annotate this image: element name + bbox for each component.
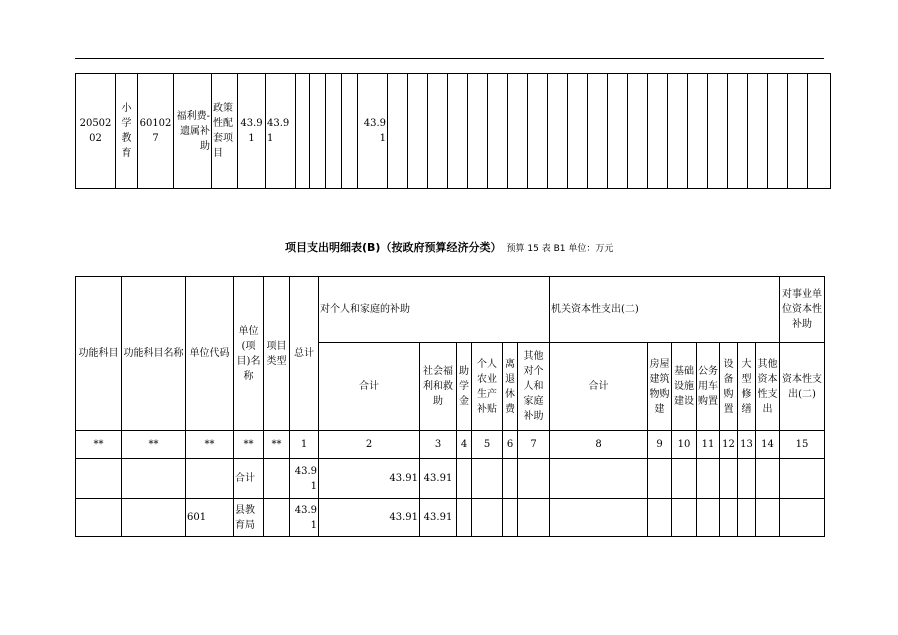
row-empty-cell [648,459,672,499]
index-cell: 3 [420,431,457,459]
row-subtotal-cell: 43.91 [319,499,420,537]
index-cell: 15 [780,431,825,459]
top-value-cell: 43.91 [358,74,388,189]
header-capital-subtotal: 合计 [550,343,648,431]
top-empty-cell [508,74,528,189]
row-empty-cell [550,499,648,537]
row-unit-code-cell [186,459,234,499]
header-unit-item-name: 单位(项目)名称 [234,277,264,431]
header-item-type: 项目类型 [264,277,290,431]
top-name-cell: 小学教育 [116,74,138,189]
header-enterprise-group: 对事业单位资本性补助 [780,277,825,343]
header-rule [75,58,824,59]
row-code-cell [76,499,122,537]
top-empty-cell [748,74,768,189]
header-repair: 大型修缮 [738,343,756,431]
top-empty-cell [588,74,608,189]
row-empty-cell [780,499,825,537]
index-cell: 2 [319,431,420,459]
page-title [285,236,613,255]
row-empty-cell [472,459,503,499]
top-empty-cell [568,74,588,189]
header-capital-group: 机关资本性支出(二) [550,277,780,343]
top-value-cell: 43.91 [266,74,296,189]
index-cell: 11 [697,431,720,459]
index-cell: 5 [472,431,503,459]
row-empty-cell [738,499,756,537]
top-empty-cell [310,74,326,189]
row-empty-cell [648,499,672,537]
row-unit-name-cell: 县教育局 [234,499,264,537]
row-empty-cell [457,459,472,499]
index-cell: ** [186,431,234,459]
top-type-cell: 政策性配套项目 [212,74,238,189]
header-func-subject: 功能科目 [76,277,122,431]
header-unit-code: 单位代码 [186,277,234,431]
index-row [76,431,825,459]
row-total-cell: 43.91 [290,499,319,537]
index-cell: ** [234,431,264,459]
header-infrastructure: 基础设施建设 [672,343,697,431]
top-empty-cell [326,74,342,189]
top-empty-cell [688,74,708,189]
row-code-cell [76,459,122,499]
row-type-cell [264,459,290,499]
row-name-cell [122,499,186,537]
top-continuation-table [75,73,831,189]
row-empty-cell [756,499,780,537]
row-empty-cell [550,459,648,499]
row-empty-cell [780,459,825,499]
index-cell: 12 [720,431,738,459]
index-cell: 6 [503,431,518,459]
row-empty-cell [672,499,697,537]
top-empty-cell [388,74,408,189]
top-empty-cell [342,74,358,189]
index-cell: 8 [550,431,648,459]
top-empty-cell [528,74,548,189]
row-unit-code-cell: 601 [186,499,234,537]
row-empty-cell [720,459,738,499]
row-unit-name-cell: 合计 [234,459,264,499]
index-cell: 7 [518,431,550,459]
top-empty-cell [768,74,788,189]
row-type-cell [264,499,290,537]
header-other-personal: 其他对个人和家庭补助 [518,343,550,431]
top-value-cell: 43.91 [238,74,266,189]
top-empty-cell [408,74,428,189]
top-empty-cell [788,74,808,189]
top-empty-cell [648,74,668,189]
index-cell: ** [76,431,122,459]
top-data-row [76,74,831,189]
row-welfare-cell: 43.91 [420,499,457,537]
row-empty-cell [518,459,550,499]
index-cell: 14 [756,431,780,459]
header-total: 总计 [290,277,319,431]
header-subtotal: 合计 [319,343,420,431]
row-empty-cell [518,499,550,537]
top-empty-cell [296,74,310,189]
table-title: 项目支出明细表(B)（按政府预算经济分类） [285,241,502,254]
header-agri-subsidy: 个人农业生产补贴 [472,343,503,431]
top-empty-cell [468,74,488,189]
index-cell: 9 [648,431,672,459]
table-subtitle: 预算 15 表 B1 单位：万元 [506,244,614,254]
index-cell: ** [264,431,290,459]
top-empty-cell [708,74,728,189]
header-equipment: 设备购置 [720,343,738,431]
header-retire: 离退休费 [503,343,518,431]
top-empty-cell [448,74,468,189]
header-grant: 助学金 [457,343,472,431]
row-empty-cell [472,499,503,537]
row-empty-cell [697,499,720,537]
row-empty-cell [503,499,518,537]
top-unit-code-cell: 601027 [138,74,174,189]
header-row [76,277,825,343]
index-cell: 1 [290,431,319,459]
header-vehicle: 公务用车购置 [697,343,720,431]
header-building: 房屋建筑物购建 [648,343,672,431]
table-row [76,499,825,537]
row-empty-cell [672,459,697,499]
row-total-cell: 43.91 [290,459,319,499]
index-cell: 13 [738,431,756,459]
top-empty-cell [808,74,831,189]
top-empty-cell [728,74,748,189]
top-empty-cell [548,74,568,189]
header-other-capital: 其他资本性支出 [756,343,780,431]
row-subtotal-cell: 43.91 [319,459,420,499]
row-empty-cell [503,459,518,499]
index-cell: 4 [457,431,472,459]
row-empty-cell [756,459,780,499]
index-cell: ** [122,431,186,459]
top-empty-cell [608,74,628,189]
top-item-cell: 福利费-遗属补助 [174,74,212,189]
header-personal-group: 对个人和家庭的补助 [319,277,550,343]
top-empty-cell [428,74,448,189]
top-empty-cell [668,74,688,189]
index-cell: 10 [672,431,697,459]
top-code-cell: 2050202 [76,74,116,189]
row-empty-cell [697,459,720,499]
header-capital-expense: 资本性支出(二) [780,343,825,431]
budget-detail-table [75,276,825,537]
row-name-cell [122,459,186,499]
row-empty-cell [720,499,738,537]
table-row [76,459,825,499]
top-empty-cell [628,74,648,189]
row-empty-cell [738,459,756,499]
row-empty-cell [457,499,472,537]
top-empty-cell [488,74,508,189]
header-social-welfare: 社会福利和救助 [420,343,457,431]
row-welfare-cell: 43.91 [420,459,457,499]
header-func-subject-name: 功能科目名称 [122,277,186,431]
